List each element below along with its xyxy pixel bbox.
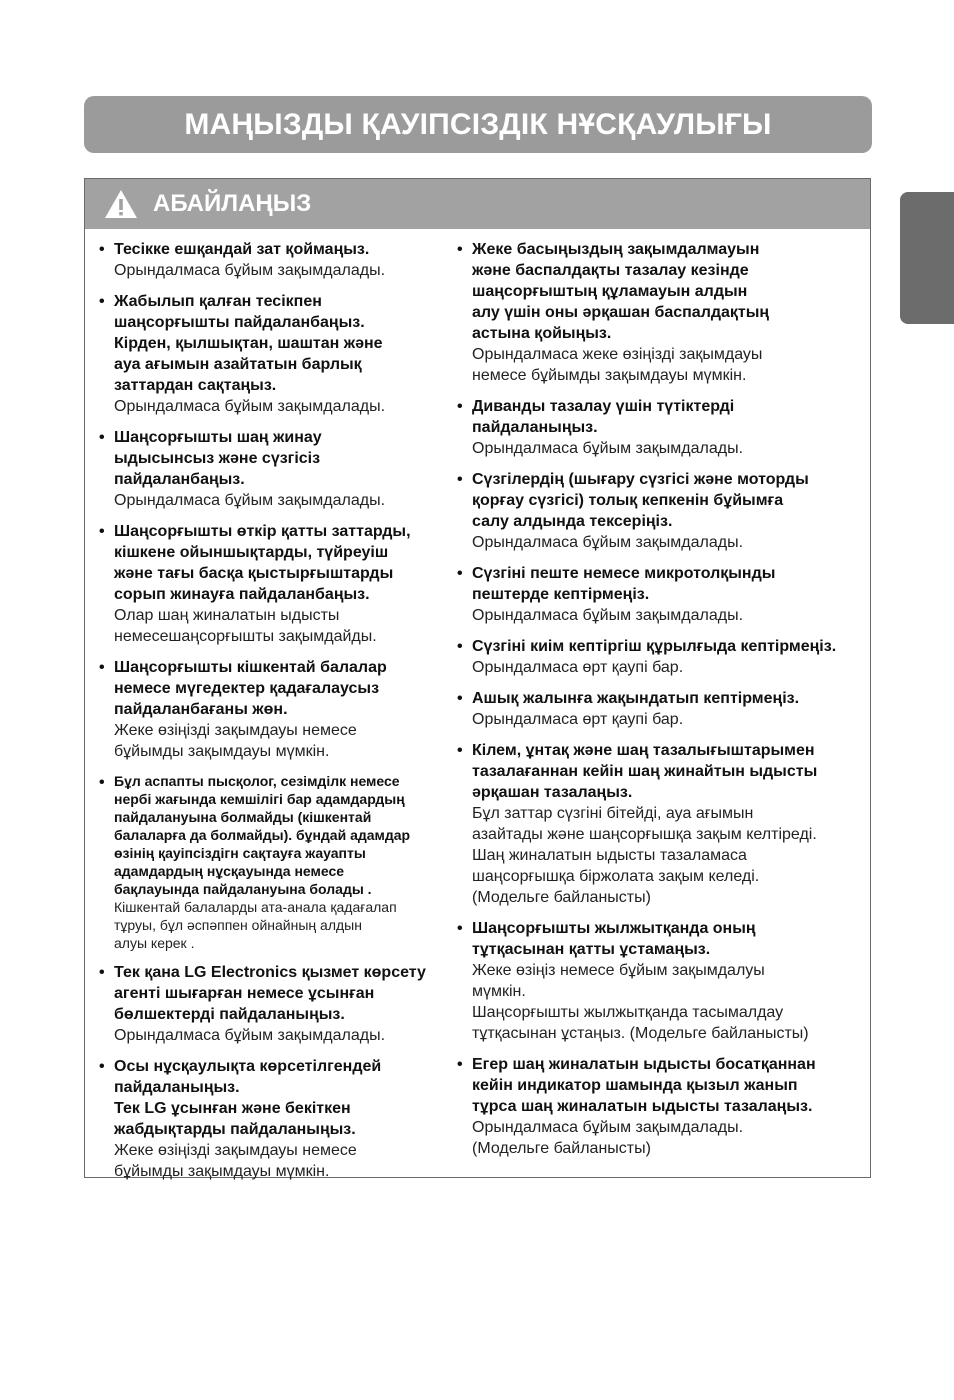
item-consequence: Орындалмаса бұйым зақымдалады. bbox=[114, 492, 386, 509]
item-consequence: Жеке өзіңізді зақымдауы немесе бұйымды зақымдауы мүмкін. bbox=[114, 722, 357, 760]
item-consequence: Кішкентай балаларды ата-анала қадағалап тұруы, бұл әспәппен ойнайның алдын алуы керек . bbox=[114, 899, 397, 951]
item-consequence: Жеке өзіңізді зақымдауы немесе бұйымды зақымдауы мүмкін. bbox=[114, 1142, 357, 1180]
item-consequence: Орындалмаса өрт қаупі бар. bbox=[472, 711, 684, 728]
language-side-tab bbox=[900, 192, 954, 324]
list-item bbox=[457, 396, 857, 459]
item-warning: • Шаңсорғышты өткір қатты заттарды, кішкене ойыншықтарды, түйреуіш және тағы басқа қыстырғыштарды сорып жинауға пайдаланбаңыз. bbox=[114, 523, 411, 603]
list-item bbox=[457, 1054, 857, 1159]
item-warning: • Жабылып қалған тесікпен шаңсорғышты пайдаланбаңыз. Кірден, қылшықтан, шаштан және ауа ағымын азайтатын барлық заттардан сақтаңыз. bbox=[114, 293, 383, 394]
item-warning: • Шаңсорғышты шаң жинау ыдысынсыз және сүзгісіз пайдаланбаңыз. bbox=[114, 429, 322, 488]
item-warning: • Диванды тазалау үшін түтіктерді пайдаланыңыз. bbox=[472, 398, 735, 436]
item-consequence: Орындалмаса бұйым зақымдалады. bbox=[114, 262, 386, 279]
item-warning: • Ашық жалынға жақындатып кептірмеңіз. bbox=[472, 690, 800, 707]
left-column bbox=[99, 239, 451, 1192]
list-item bbox=[99, 291, 451, 417]
caution-title: АБАЙЛАҢЫЗ bbox=[153, 190, 312, 217]
item-warning: • Тесікке ешқандай зат қоймаңыз. bbox=[114, 241, 370, 258]
item-consequence: Орындалмаса бұйым зақымдалады. bbox=[472, 607, 744, 624]
list-item bbox=[457, 239, 857, 386]
item-consequence: Олар шаң жиналатын ыдысты немесешаңсорғышты зақымдайды. bbox=[114, 607, 377, 645]
item-warning: • Шаңсорғышты жылжытқанда оның тұтқасынан қатты ұстамаңыз. bbox=[472, 920, 756, 958]
warning-triangle-icon bbox=[103, 188, 139, 220]
list-item bbox=[457, 636, 857, 678]
list-item bbox=[99, 239, 451, 281]
item-consequence: Жеке өзіңіз немесе бұйым зақымдалуы мүмкін. Шаңсорғышты жылжытқанда тасымалдау тұтқасынан ұстаңыз. (Модельге байланысты) bbox=[472, 962, 809, 1042]
item-consequence: Орындалмаса жеке өзіңізді зақымдауы немесе бұйымды зақымдауы мүмкін. bbox=[472, 346, 763, 384]
item-consequence: Бұл заттар сүзгіні бітейді, ауа ағымын азайтады және шаңсорғышқа зақым келтіреді. Шаң жиналатын ыдысты тазаламаса шаңсорғышқа біржолата зақым келеді. (Модельге байланысты) bbox=[472, 805, 817, 906]
list-item bbox=[99, 657, 451, 762]
list-item bbox=[99, 521, 451, 647]
item-warning: • Шаңсорғышты кішкентай балалар немесе мүгедектер қадағалаусыз пайдаланбағаны жөн. bbox=[114, 659, 387, 718]
item-warning: • Жеке басыңыздың зақымдалмауын және баспалдақты тазалау кезінде шаңсорғыштың құламауын алдын алу үшін оны әрқашан баспалдақтың астына қойыңыз. bbox=[472, 241, 770, 342]
item-consequence: Орындалмаса бұйым зақымдалады. bbox=[472, 440, 744, 457]
item-warning: • Осы нұсқаулықта көрсетілгендей пайдаланыңыз. Тек LG ұсынған және бекіткен жабдықтарды пайдаланыңыз. bbox=[114, 1058, 382, 1138]
item-consequence: Орындалмаса бұйым зақымдалады. bbox=[472, 534, 744, 551]
item-warning: • Сүзгіні киім кептіргіш құрылғыда кептірмеңіз. bbox=[472, 638, 837, 655]
list-item bbox=[457, 563, 857, 626]
item-consequence: Орындалмаса бұйым зақымдалады. bbox=[114, 1027, 386, 1044]
caution-panel bbox=[84, 178, 871, 1178]
list-item bbox=[457, 918, 857, 1044]
item-consequence: Орындалмаса өрт қаупі бар. bbox=[472, 659, 684, 676]
list-item bbox=[457, 740, 857, 908]
page-title: МАҢЫЗДЫ ҚАУІПСІЗДІК НҰСҚАУЛЫҒЫ bbox=[184, 107, 772, 141]
list-item bbox=[99, 427, 451, 511]
item-warning: • Егер шаң жиналатын ыдысты босатқаннан кейін индикатор шамында қызыл жанып тұрса шаң жиналатын ыдысты тазалаңыз. bbox=[472, 1056, 816, 1115]
item-warning: • Сүзгіні пеште немесе микротолқынды пештерде кептірмеңіз. bbox=[472, 565, 776, 603]
list-item bbox=[457, 688, 857, 730]
list-item bbox=[457, 469, 857, 553]
item-consequence: Орындалмаса бұйым зақымдалады. (Модельге байланысты) bbox=[472, 1119, 744, 1157]
item-consequence: Орындалмаса бұйым зақымдалады. bbox=[114, 398, 386, 415]
item-warning: • Сүзгілердің (шығару сүзгісі және моторды қорғау сүзгісі) толық кепкенін бұйымға салу алдында тексеріңіз. bbox=[472, 471, 809, 530]
list-item bbox=[99, 962, 451, 1046]
page-title-bar bbox=[84, 96, 872, 153]
item-warning: • Кілем, ұнтақ және шаң тазалығыштарымен тазалағаннан кейін шаң жинайтын ыдысты әрқашан тазалаңыз. bbox=[472, 742, 818, 801]
right-column bbox=[457, 239, 857, 1192]
caution-header bbox=[85, 179, 870, 229]
item-warning: • Бұл аспапты пысқолог, сезімділк немесе нербі жағында кемшілігі бар адамдардың пайдалануына болмайды (кішкентай балаларға да болмайды). бұндай адамдар өзінің қауіпсіздігн сақтауға жауапты адамдардың нұсқауында немесе бақлауында пайдалануына болады . bbox=[114, 773, 411, 897]
list-item bbox=[99, 772, 451, 952]
item-warning: • Тек қана LG Electronics қызмет көрсету агенті шығарған немесе ұсынған бөлшектерді пайдаланыңыз. bbox=[114, 964, 426, 1023]
list-item bbox=[99, 1056, 451, 1182]
